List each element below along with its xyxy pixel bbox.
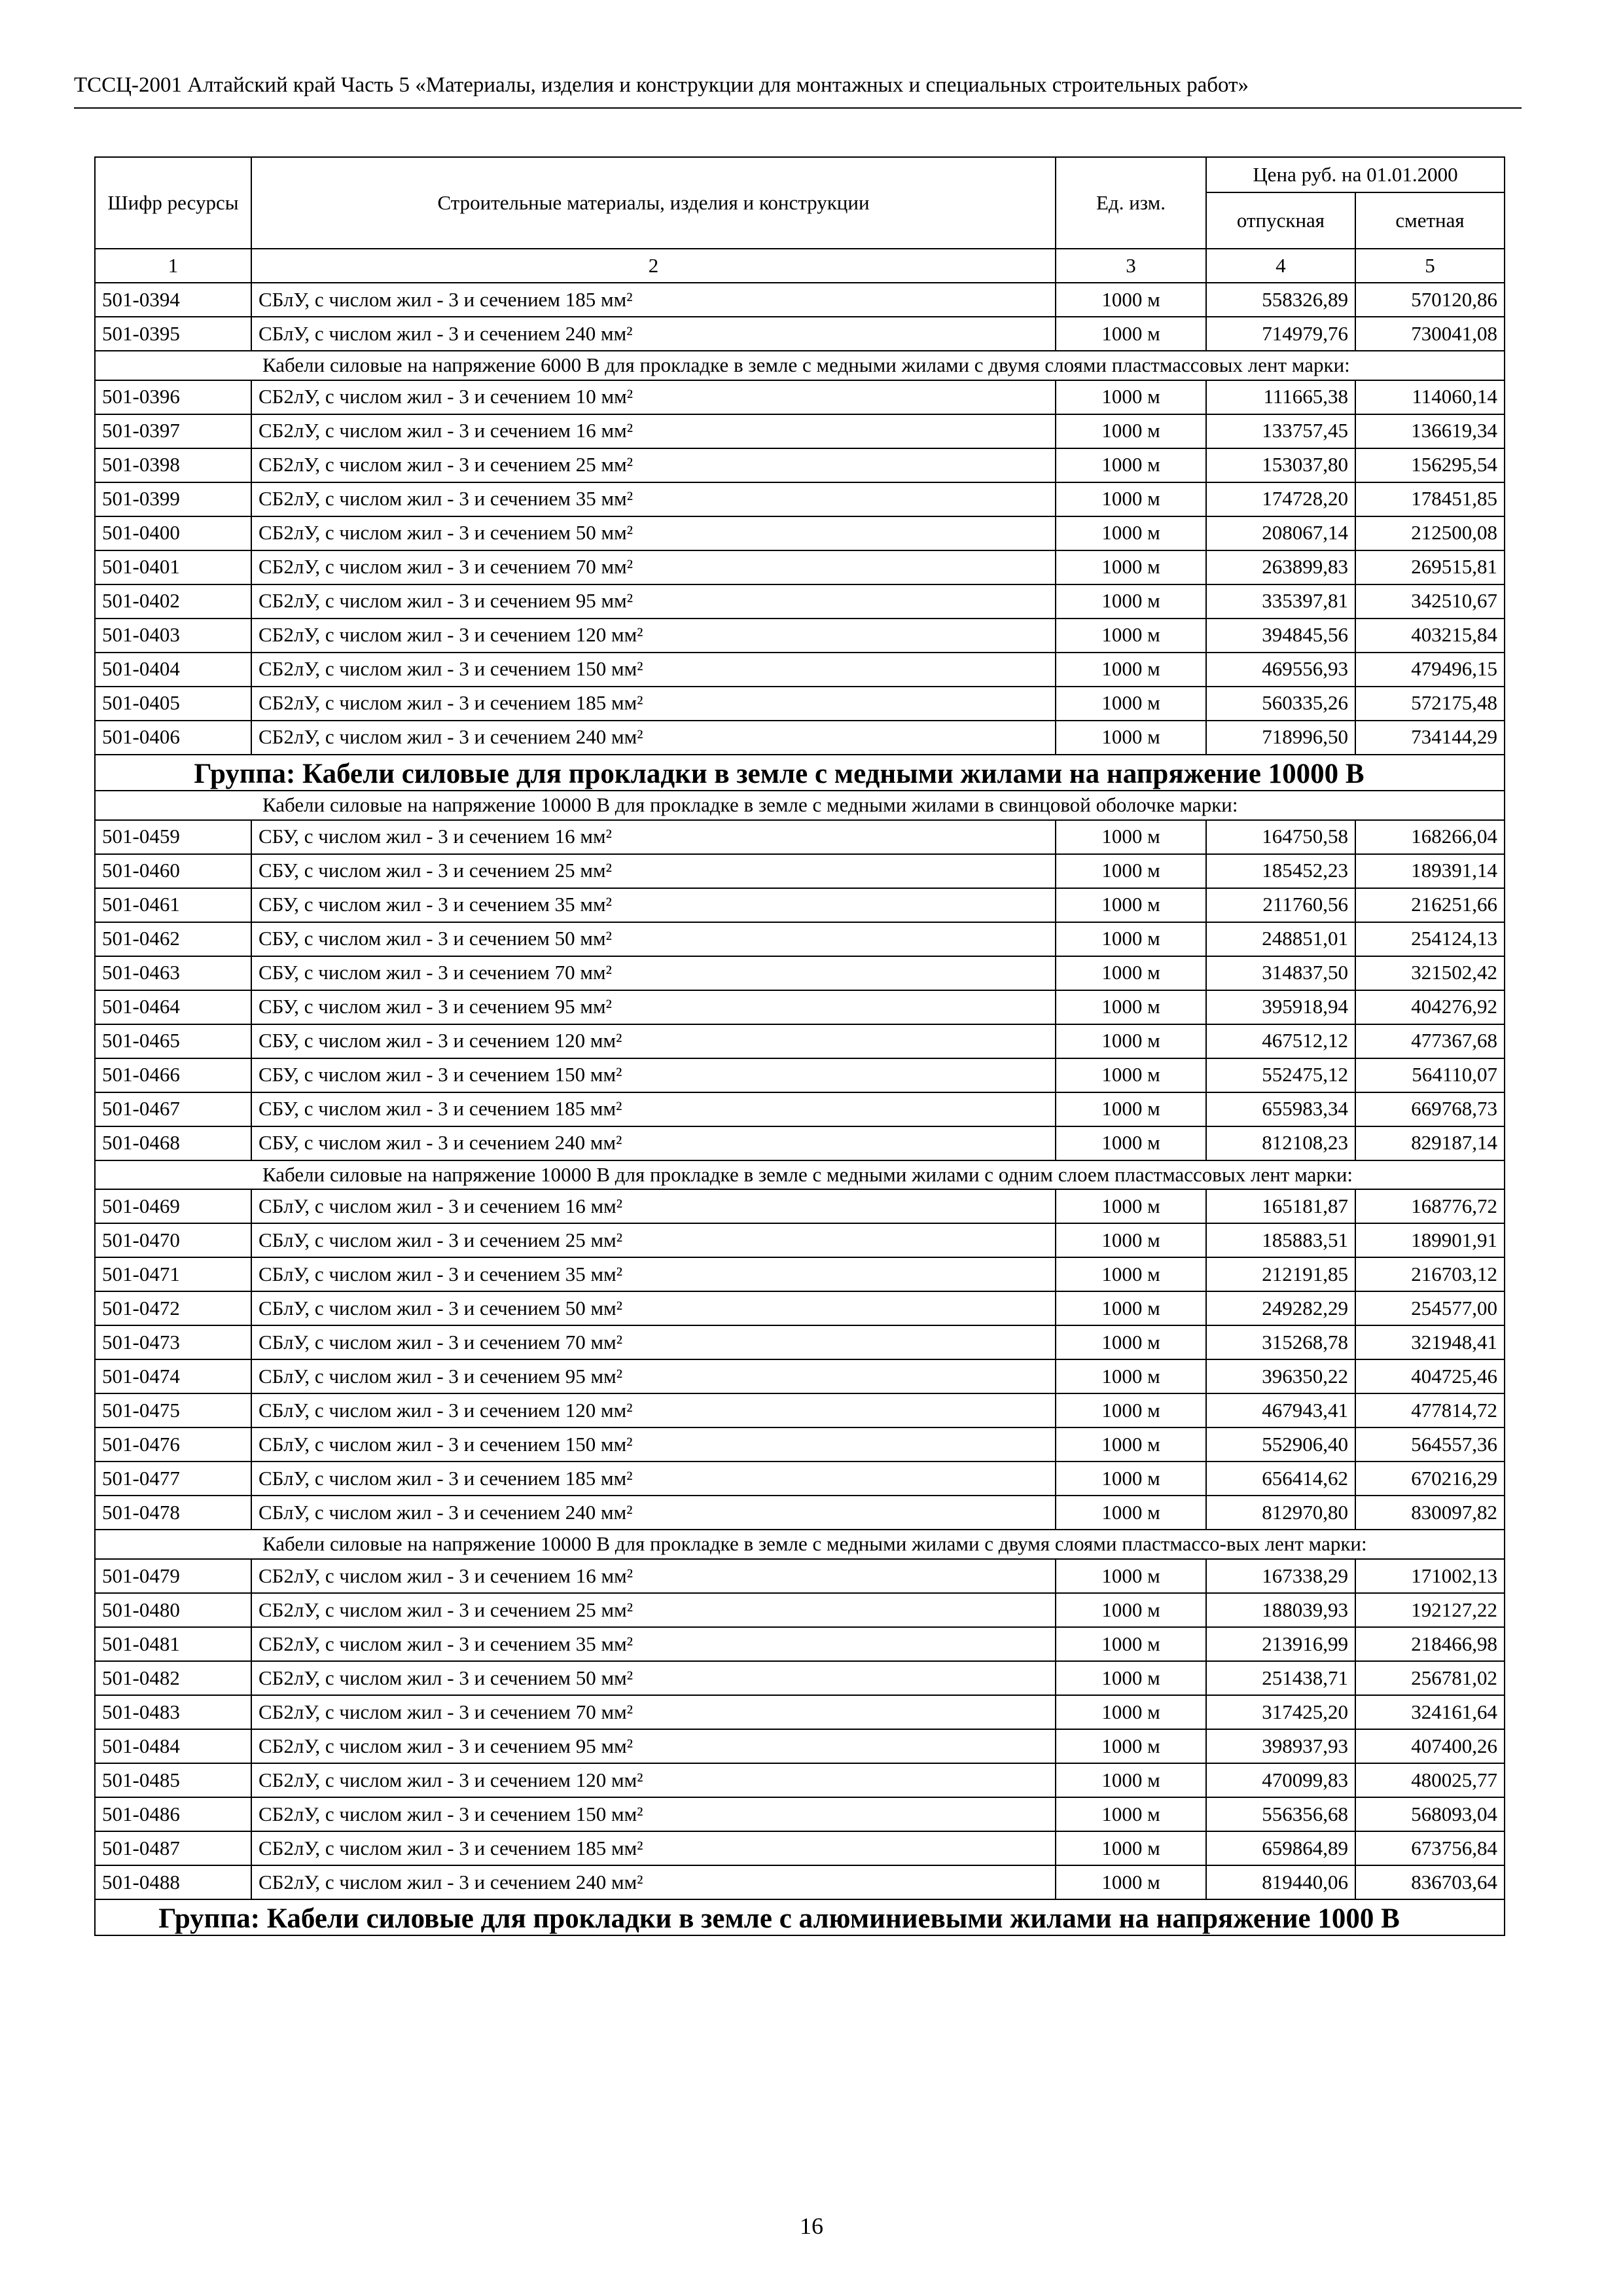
unit: 1000 м [1056,854,1206,888]
release-price: 164750,58 [1206,820,1355,854]
table-row [95,1223,1505,1257]
table-row [95,1393,1505,1427]
column-number: 4 [1206,249,1355,283]
unit: 1000 м [1056,584,1206,619]
estimate-price: 404276,92 [1355,990,1505,1024]
resource-code: 501-0471 [95,1257,251,1291]
unit: 1000 м [1056,1058,1206,1092]
table-row [95,1058,1505,1092]
unit: 1000 м [1056,619,1206,653]
resource-code: 501-0399 [95,482,251,516]
material-name: СБлУ, с числом жил - 3 и сечением 16 мм² [251,1189,1056,1223]
resource-code: 501-0398 [95,448,251,482]
table-row [95,380,1505,414]
estimate-price: 669768,73 [1355,1092,1505,1126]
unit: 1000 м [1056,1024,1206,1058]
unit: 1000 м [1056,1092,1206,1126]
estimate-price: 480025,77 [1355,1763,1505,1797]
table-row [95,1427,1505,1462]
unit: 1000 м [1056,1427,1206,1462]
table-row [95,414,1505,448]
resource-code: 501-0459 [95,820,251,854]
release-price: 251438,71 [1206,1661,1355,1695]
release-price: 188039,93 [1206,1593,1355,1627]
table-row [95,1627,1505,1661]
resource-code: 501-0467 [95,1092,251,1126]
table-row [95,317,1505,351]
material-name: СБУ, с числом жил - 3 и сечением 35 мм² [251,888,1056,922]
material-name: СБУ, с числом жил - 3 и сечением 150 мм² [251,1058,1056,1092]
estimate-price: 836703,64 [1355,1865,1505,1899]
estimate-price: 734144,29 [1355,721,1505,755]
table-row [95,854,1505,888]
table-row [95,1695,1505,1729]
release-price: 167338,29 [1206,1559,1355,1593]
resource-code: 501-0460 [95,854,251,888]
release-price: 718996,50 [1206,721,1355,755]
subsection-row [95,1160,1505,1190]
resource-code: 501-0483 [95,1695,251,1729]
table-body [95,283,1505,1935]
release-price: 208067,14 [1206,516,1355,550]
table-header-row [95,157,1505,192]
table-row [95,1359,1505,1393]
table-row [95,1462,1505,1496]
estimate-price: 254577,00 [1355,1291,1505,1325]
unit: 1000 м [1056,414,1206,448]
material-name: СБ2лУ, с числом жил - 3 и сечением 120 мм² [251,619,1056,653]
resource-code: 501-0461 [95,888,251,922]
unit: 1000 м [1056,1763,1206,1797]
unit: 1000 м [1056,550,1206,584]
column-header-unit: Ед. изм. [1056,157,1206,249]
table-row [95,1763,1505,1797]
estimate-price: 114060,14 [1355,380,1505,414]
price-table [94,156,1505,1936]
table-row [95,1559,1505,1593]
material-name: СБ2лУ, с числом жил - 3 и сечением 150 мм² [251,653,1056,687]
release-price: 314837,50 [1206,956,1355,990]
resource-code: 501-0402 [95,584,251,619]
resource-code: 501-0486 [95,1797,251,1831]
release-price: 263899,83 [1206,550,1355,584]
resource-code: 501-0480 [95,1593,251,1627]
unit: 1000 м [1056,721,1206,755]
material-name: СБлУ, с числом жил - 3 и сечением 35 мм² [251,1257,1056,1291]
release-price: 396350,22 [1206,1359,1355,1393]
group-row [95,755,1505,791]
estimate-price: 324161,64 [1355,1695,1505,1729]
material-name: СБлУ, с числом жил - 3 и сечением 25 мм² [251,1223,1056,1257]
estimate-price: 216251,66 [1355,888,1505,922]
release-price: 174728,20 [1206,482,1355,516]
estimate-price: 192127,22 [1355,1593,1505,1627]
resource-code: 501-0465 [95,1024,251,1058]
material-name: СБ2лУ, с числом жил - 3 и сечением 16 мм² [251,414,1056,448]
unit: 1000 м [1056,1559,1206,1593]
release-price: 552475,12 [1206,1058,1355,1092]
column-number: 1 [95,249,251,283]
resource-code: 501-0478 [95,1496,251,1530]
release-price: 714979,76 [1206,317,1355,351]
estimate-price: 254124,13 [1355,922,1505,956]
unit: 1000 м [1056,922,1206,956]
unit: 1000 м [1056,1325,1206,1359]
material-name: СБ2лУ, с числом жил - 3 и сечением 35 мм² [251,1627,1056,1661]
release-price: 467512,12 [1206,1024,1355,1058]
resource-code: 501-0488 [95,1865,251,1899]
subsection-row [95,351,1505,380]
running-header: ТССЦ-2001 Алтайский край Часть 5 «Материалы, изделия и конструкции для монтажных и специальных строительных работ» [74,73,1249,97]
material-name: СБлУ, с числом жил - 3 и сечением 185 мм² [251,1462,1056,1496]
release-price: 812108,23 [1206,1126,1355,1160]
table-row [95,1024,1505,1058]
unit: 1000 м [1056,1831,1206,1865]
resource-code: 501-0487 [95,1831,251,1865]
table-row [95,820,1505,854]
material-name: СБ2лУ, с числом жил - 3 и сечением 35 мм² [251,482,1056,516]
material-name: СБлУ, с числом жил - 3 и сечением 185 мм² [251,283,1056,317]
table-row [95,1593,1505,1627]
release-price: 470099,83 [1206,1763,1355,1797]
unit: 1000 м [1056,1593,1206,1627]
resource-code: 501-0482 [95,1661,251,1695]
release-price: 185452,23 [1206,854,1355,888]
table-row [95,956,1505,990]
column-header-code: Шифр ресурсы [95,157,251,249]
release-price: 467943,41 [1206,1393,1355,1427]
material-name: СБУ, с числом жил - 3 и сечением 70 мм² [251,956,1056,990]
release-price: 558326,89 [1206,283,1355,317]
column-header-release-price: отпускная [1206,192,1355,249]
table-row [95,1092,1505,1126]
table-row [95,922,1505,956]
column-header-name: Строительные материалы, изделия и конструкции [251,157,1056,249]
unit: 1000 м [1056,1223,1206,1257]
material-name: СБ2лУ, с числом жил - 3 и сечением 150 мм² [251,1797,1056,1831]
unit: 1000 м [1056,380,1206,414]
material-name: СБ2лУ, с числом жил - 3 и сечением 50 мм² [251,1661,1056,1695]
material-name: СБ2лУ, с числом жил - 3 и сечением 25 мм² [251,1593,1056,1627]
material-name: СБУ, с числом жил - 3 и сечением 50 мм² [251,922,1056,956]
unit: 1000 м [1056,448,1206,482]
material-name: СБУ, с числом жил - 3 и сечением 95 мм² [251,990,1056,1024]
release-price: 819440,06 [1206,1865,1355,1899]
header-rule [74,107,1522,109]
unit: 1000 м [1056,820,1206,854]
estimate-price: 321502,42 [1355,956,1505,990]
estimate-price: 171002,13 [1355,1559,1505,1593]
material-name: СБУ, с числом жил - 3 и сечением 16 мм² [251,820,1056,854]
material-name: СБУ, с числом жил - 3 и сечением 120 мм² [251,1024,1056,1058]
resource-code: 501-0404 [95,653,251,687]
unit: 1000 м [1056,653,1206,687]
resource-code: 501-0470 [95,1223,251,1257]
material-name: СБ2лУ, с числом жил - 3 и сечением 50 мм² [251,516,1056,550]
estimate-price: 189901,91 [1355,1223,1505,1257]
unit: 1000 м [1056,888,1206,922]
unit: 1000 м [1056,1393,1206,1427]
column-numbers-row [95,249,1505,283]
table-row [95,1325,1505,1359]
material-name: СБ2лУ, с числом жил - 3 и сечением 120 мм² [251,1763,1056,1797]
unit: 1000 м [1056,990,1206,1024]
estimate-price: 479496,15 [1355,653,1505,687]
table-row [95,619,1505,653]
group-row [95,1899,1505,1935]
unit: 1000 м [1056,516,1206,550]
table-row [95,584,1505,619]
column-header-estimate-price: сметная [1355,192,1505,249]
release-price: 185883,51 [1206,1223,1355,1257]
group-title: Группа: Кабели силовые для прокладки в земле с медными жилами на напряжение 10000 В [95,755,1505,791]
resource-code: 501-0464 [95,990,251,1024]
unit: 1000 м [1056,1257,1206,1291]
estimate-price: 830097,82 [1355,1496,1505,1530]
material-name: СБ2лУ, с числом жил - 3 и сечением 25 мм² [251,448,1056,482]
table-row [95,888,1505,922]
table-row [95,1831,1505,1865]
estimate-price: 168776,72 [1355,1189,1505,1223]
group-title: Группа: Кабели силовые для прокладки в земле с алюминиевыми жилами на напряжение 1000 В [95,1899,1505,1935]
unit: 1000 м [1056,1359,1206,1393]
resource-code: 501-0405 [95,687,251,721]
estimate-price: 730041,08 [1355,317,1505,351]
estimate-price: 673756,84 [1355,1831,1505,1865]
material-name: СБлУ, с числом жил - 3 и сечением 120 мм² [251,1393,1056,1427]
release-price: 560335,26 [1206,687,1355,721]
release-price: 335397,81 [1206,584,1355,619]
material-name: СБлУ, с числом жил - 3 и сечением 240 мм² [251,317,1056,351]
table-row [95,721,1505,755]
unit: 1000 м [1056,283,1206,317]
resource-code: 501-0477 [95,1462,251,1496]
unit: 1000 м [1056,1729,1206,1763]
unit: 1000 м [1056,1865,1206,1899]
unit: 1000 м [1056,687,1206,721]
column-number: 2 [251,249,1056,283]
release-price: 153037,80 [1206,448,1355,482]
estimate-price: 829187,14 [1355,1126,1505,1160]
resource-code: 501-0479 [95,1559,251,1593]
material-name: СБлУ, с числом жил - 3 и сечением 240 мм² [251,1496,1056,1530]
material-name: СБ2лУ, с числом жил - 3 и сечением 95 мм² [251,584,1056,619]
material-name: СБ2лУ, с числом жил - 3 и сечением 70 мм² [251,550,1056,584]
table-row [95,1729,1505,1763]
resource-code: 501-0401 [95,550,251,584]
release-price: 395918,94 [1206,990,1355,1024]
unit: 1000 м [1056,1462,1206,1496]
resource-code: 501-0481 [95,1627,251,1661]
estimate-price: 564110,07 [1355,1058,1505,1092]
estimate-price: 321948,41 [1355,1325,1505,1359]
release-price: 556356,68 [1206,1797,1355,1831]
release-price: 317425,20 [1206,1695,1355,1729]
resource-code: 501-0397 [95,414,251,448]
release-price: 165181,87 [1206,1189,1355,1223]
estimate-price: 269515,81 [1355,550,1505,584]
resource-code: 501-0466 [95,1058,251,1092]
column-number: 5 [1355,249,1505,283]
unit: 1000 м [1056,956,1206,990]
estimate-price: 212500,08 [1355,516,1505,550]
material-name: СБлУ, с числом жил - 3 и сечением 150 мм² [251,1427,1056,1462]
material-name: СБ2лУ, с числом жил - 3 и сечением 70 мм² [251,1695,1056,1729]
table-row [95,1291,1505,1325]
estimate-price: 216703,12 [1355,1257,1505,1291]
column-header-price: Цена руб. на 01.01.2000 [1206,157,1505,192]
material-name: СБлУ, с числом жил - 3 и сечением 70 мм² [251,1325,1056,1359]
estimate-price: 570120,86 [1355,283,1505,317]
resource-code: 501-0396 [95,380,251,414]
column-number: 3 [1056,249,1206,283]
resource-code: 501-0395 [95,317,251,351]
table-row [95,448,1505,482]
material-name: СБ2лУ, с числом жил - 3 и сечением 95 мм² [251,1729,1056,1763]
material-name: СБ2лУ, с числом жил - 3 и сечением 240 мм² [251,721,1056,755]
estimate-price: 156295,54 [1355,448,1505,482]
release-price: 111665,38 [1206,380,1355,414]
table-row [95,1126,1505,1160]
resource-code: 501-0462 [95,922,251,956]
resource-code: 501-0463 [95,956,251,990]
table-row [95,1797,1505,1831]
estimate-price: 189391,14 [1355,854,1505,888]
estimate-price: 256781,02 [1355,1661,1505,1695]
table-row [95,283,1505,317]
table-row [95,653,1505,687]
unit: 1000 м [1056,1695,1206,1729]
table-row [95,1661,1505,1695]
resource-code: 501-0468 [95,1126,251,1160]
release-price: 659864,89 [1206,1831,1355,1865]
table-row [95,990,1505,1024]
subsection-title: Кабели силовые на напряжение 6000 В для прокладке в земле с медными жилами с двумя слоями пластмассовых лент марки: [95,351,1505,380]
page-number: 16 [800,2213,823,2239]
unit: 1000 м [1056,1291,1206,1325]
estimate-price: 403215,84 [1355,619,1505,653]
resource-code: 501-0474 [95,1359,251,1393]
release-price: 469556,93 [1206,653,1355,687]
material-name: СБУ, с числом жил - 3 и сечением 185 мм² [251,1092,1056,1126]
table-row [95,1189,1505,1223]
subsection-title: Кабели силовые на напряжение 10000 В для прокладке в земле с медными жилами с двумя слоями пластмассо-вых лент марки: [95,1530,1505,1559]
release-price: 211760,56 [1206,888,1355,922]
unit: 1000 м [1056,1661,1206,1695]
material-name: СБлУ, с числом жил - 3 и сечением 50 мм² [251,1291,1056,1325]
subsection-row [95,1530,1505,1559]
material-name: СБУ, с числом жил - 3 и сечением 240 мм² [251,1126,1056,1160]
unit: 1000 м [1056,1797,1206,1831]
estimate-price: 136619,34 [1355,414,1505,448]
estimate-price: 218466,98 [1355,1627,1505,1661]
release-price: 248851,01 [1206,922,1355,956]
table-row [95,1496,1505,1530]
material-name: СБУ, с числом жил - 3 и сечением 25 мм² [251,854,1056,888]
resource-code: 501-0403 [95,619,251,653]
material-name: СБлУ, с числом жил - 3 и сечением 95 мм² [251,1359,1056,1393]
unit: 1000 м [1056,1627,1206,1661]
release-price: 249282,29 [1206,1291,1355,1325]
table-row [95,550,1505,584]
estimate-price: 178451,85 [1355,482,1505,516]
resource-code: 501-0473 [95,1325,251,1359]
resource-code: 501-0472 [95,1291,251,1325]
unit: 1000 м [1056,1189,1206,1223]
release-price: 656414,62 [1206,1462,1355,1496]
release-price: 213916,99 [1206,1627,1355,1661]
subsection-title: Кабели силовые на напряжение 10000 В для прокладке в земле с медными жилами в свинцовой оболочке марки: [95,791,1505,820]
subsection-row [95,791,1505,820]
release-price: 133757,45 [1206,414,1355,448]
table-row [95,1257,1505,1291]
release-price: 398937,93 [1206,1729,1355,1763]
unit: 1000 м [1056,1496,1206,1530]
resource-code: 501-0484 [95,1729,251,1763]
material-name: СБ2лУ, с числом жил - 3 и сечением 185 мм² [251,687,1056,721]
table-row [95,1865,1505,1899]
estimate-price: 168266,04 [1355,820,1505,854]
estimate-price: 407400,26 [1355,1729,1505,1763]
estimate-price: 477814,72 [1355,1393,1505,1427]
resource-code: 501-0485 [95,1763,251,1797]
resource-code: 501-0400 [95,516,251,550]
release-price: 655983,34 [1206,1092,1355,1126]
unit: 1000 м [1056,317,1206,351]
estimate-price: 670216,29 [1355,1462,1505,1496]
resource-code: 501-0469 [95,1189,251,1223]
estimate-price: 342510,67 [1355,584,1505,619]
resource-code: 501-0406 [95,721,251,755]
material-name: СБ2лУ, с числом жил - 3 и сечением 185 мм² [251,1831,1056,1865]
table-row [95,482,1505,516]
subsection-title: Кабели силовые на напряжение 10000 В для прокладке в земле с медными жилами с одним слоем пластмассовых лент марки: [95,1160,1505,1190]
table-row [95,516,1505,550]
estimate-price: 564557,36 [1355,1427,1505,1462]
unit: 1000 м [1056,482,1206,516]
release-price: 212191,85 [1206,1257,1355,1291]
release-price: 315268,78 [1206,1325,1355,1359]
estimate-price: 572175,48 [1355,687,1505,721]
unit: 1000 м [1056,1126,1206,1160]
estimate-price: 568093,04 [1355,1797,1505,1831]
material-name: СБ2лУ, с числом жил - 3 и сечением 240 мм² [251,1865,1056,1899]
estimate-price: 404725,46 [1355,1359,1505,1393]
resource-code: 501-0394 [95,283,251,317]
resource-code: 501-0476 [95,1427,251,1462]
material-name: СБ2лУ, с числом жил - 3 и сечением 16 мм² [251,1559,1056,1593]
resource-code: 501-0475 [95,1393,251,1427]
release-price: 812970,80 [1206,1496,1355,1530]
table-row [95,687,1505,721]
estimate-price: 477367,68 [1355,1024,1505,1058]
material-name: СБ2лУ, с числом жил - 3 и сечением 10 мм² [251,380,1056,414]
release-price: 394845,56 [1206,619,1355,653]
release-price: 552906,40 [1206,1427,1355,1462]
